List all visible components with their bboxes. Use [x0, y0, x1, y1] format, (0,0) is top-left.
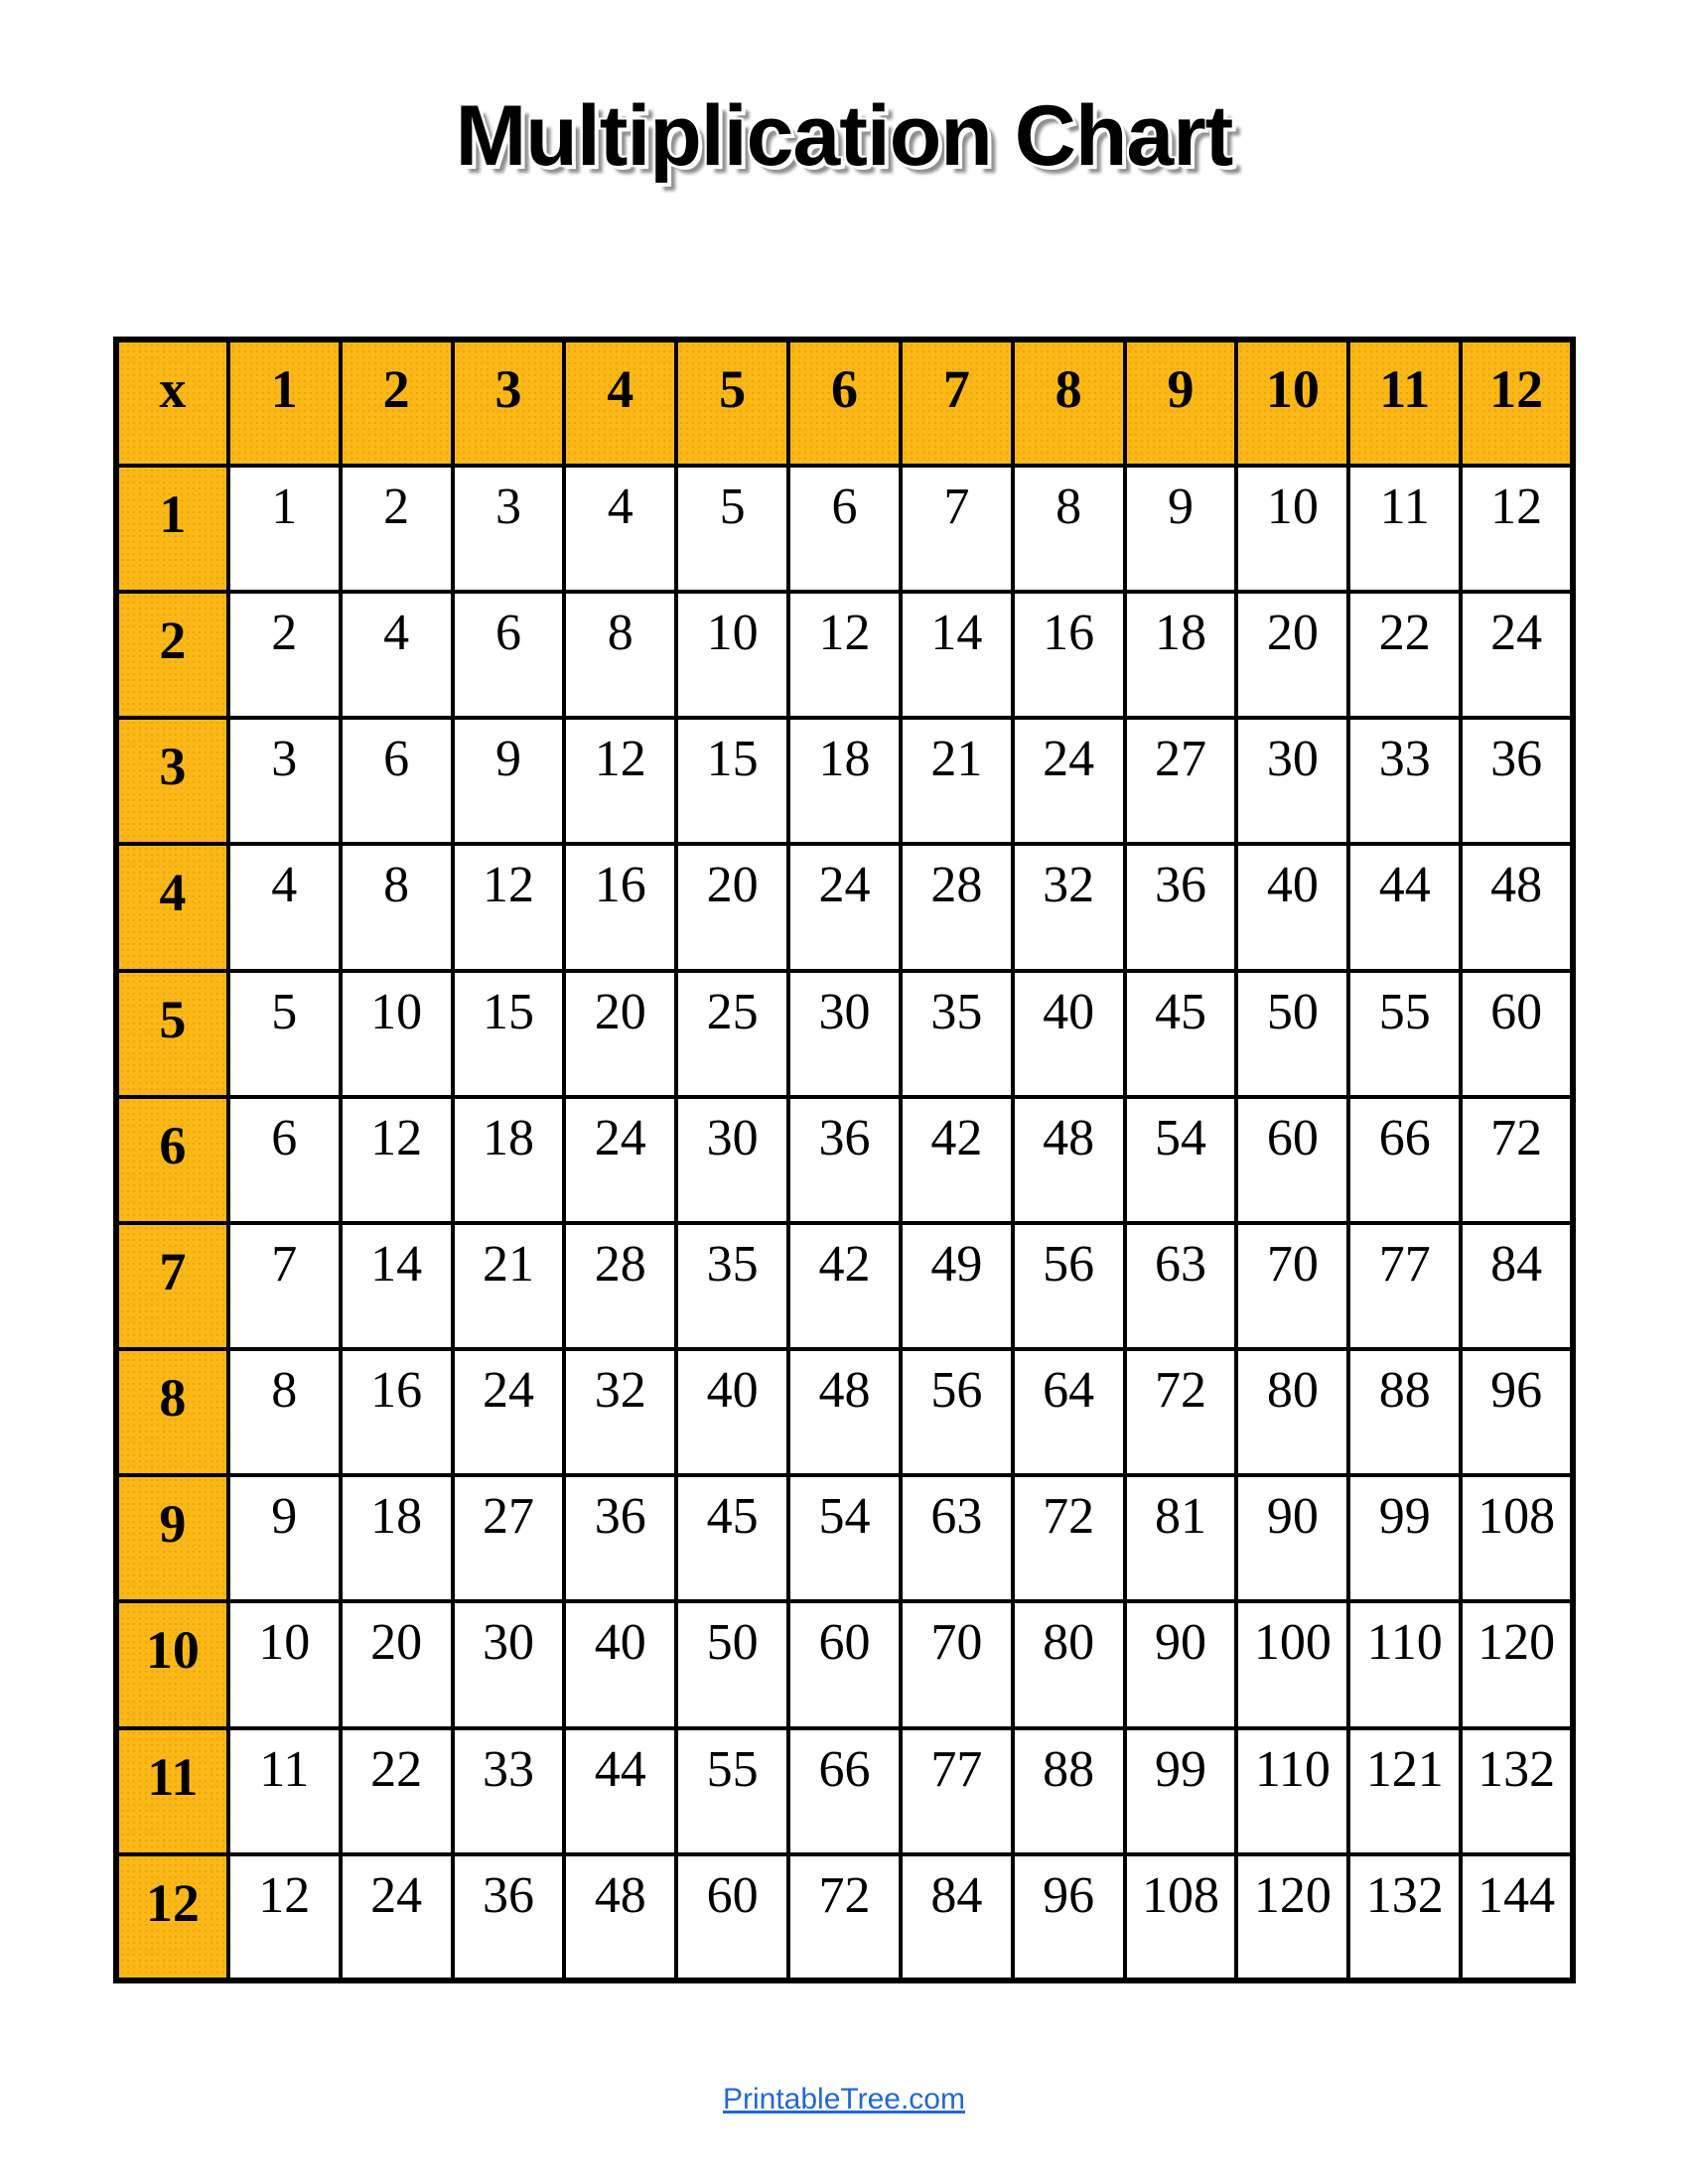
- table-row: [116, 1475, 1573, 1601]
- product-cell: 24: [341, 1854, 453, 1980]
- product-cell: 24: [564, 1097, 676, 1223]
- product-cell: 72: [1461, 1097, 1573, 1223]
- product-cell: 32: [1013, 844, 1125, 970]
- product-cell: 36: [1461, 718, 1573, 844]
- row-header-cell: 12: [116, 1854, 228, 1980]
- product-cell: 3: [228, 718, 341, 844]
- product-cell: 30: [676, 1097, 788, 1223]
- column-header-cell: 8: [1013, 340, 1125, 466]
- table-row: [116, 1349, 1573, 1475]
- row-header-cell: 5: [116, 971, 228, 1097]
- printabletree-link[interactable]: PrintableTree.com: [723, 2083, 965, 2116]
- product-cell: 9: [1125, 466, 1237, 592]
- product-cell: 22: [1348, 592, 1461, 718]
- product-cell: 44: [564, 1728, 676, 1854]
- product-cell: 3: [453, 466, 565, 592]
- table-row: [116, 592, 1573, 718]
- product-cell: 84: [1461, 1223, 1573, 1349]
- product-cell: 108: [1125, 1854, 1237, 1980]
- product-cell: 99: [1348, 1475, 1461, 1601]
- product-cell: 24: [453, 1349, 565, 1475]
- product-cell: 12: [1461, 466, 1573, 592]
- table-row: [116, 1854, 1573, 1980]
- product-cell: 64: [1013, 1349, 1125, 1475]
- product-cell: 40: [1013, 971, 1125, 1097]
- table-row: [116, 466, 1573, 592]
- product-cell: 81: [1125, 1475, 1237, 1601]
- footer: [0, 2082, 1688, 2117]
- table-row: [116, 1097, 1573, 1223]
- product-cell: 55: [1348, 971, 1461, 1097]
- row-header-cell: 10: [116, 1601, 228, 1727]
- product-cell: 44: [1348, 844, 1461, 970]
- product-cell: 56: [1013, 1223, 1125, 1349]
- product-cell: 12: [788, 592, 901, 718]
- product-cell: 12: [341, 1097, 453, 1223]
- product-cell: 35: [676, 1223, 788, 1349]
- corner-cell: x: [116, 340, 228, 466]
- product-cell: 18: [341, 1475, 453, 1601]
- product-cell: 8: [1013, 466, 1125, 592]
- product-cell: 6: [228, 1097, 341, 1223]
- product-cell: 14: [901, 592, 1013, 718]
- product-cell: 72: [788, 1854, 901, 1980]
- product-cell: 27: [1125, 718, 1237, 844]
- product-cell: 66: [1348, 1097, 1461, 1223]
- product-cell: 144: [1461, 1854, 1573, 1980]
- table-row: [116, 1223, 1573, 1349]
- product-cell: 4: [228, 844, 341, 970]
- product-cell: 8: [341, 844, 453, 970]
- product-cell: 15: [676, 718, 788, 844]
- product-cell: 16: [564, 844, 676, 970]
- column-header-cell: 12: [1461, 340, 1573, 466]
- product-cell: 20: [564, 971, 676, 1097]
- column-header-cell: 6: [788, 340, 901, 466]
- product-cell: 36: [564, 1475, 676, 1601]
- product-cell: 6: [341, 718, 453, 844]
- product-cell: 33: [1348, 718, 1461, 844]
- product-cell: 10: [676, 592, 788, 718]
- product-cell: 60: [788, 1601, 901, 1727]
- product-cell: 2: [228, 592, 341, 718]
- product-cell: 30: [453, 1601, 565, 1727]
- product-cell: 4: [564, 466, 676, 592]
- product-cell: 21: [901, 718, 1013, 844]
- product-cell: 11: [1348, 466, 1461, 592]
- column-header-cell: 10: [1236, 340, 1348, 466]
- product-cell: 80: [1013, 1601, 1125, 1727]
- column-header-cell: 3: [453, 340, 565, 466]
- product-cell: 77: [1348, 1223, 1461, 1349]
- product-cell: 36: [453, 1854, 565, 1980]
- product-cell: 14: [341, 1223, 453, 1349]
- product-cell: 7: [901, 466, 1013, 592]
- product-cell: 20: [676, 844, 788, 970]
- product-cell: 2: [341, 466, 453, 592]
- product-cell: 24: [1013, 718, 1125, 844]
- product-cell: 40: [1236, 844, 1348, 970]
- product-cell: 5: [676, 466, 788, 592]
- multiplication-table: [113, 337, 1576, 1983]
- product-cell: 24: [1461, 592, 1573, 718]
- row-header-cell: 3: [116, 718, 228, 844]
- product-cell: 15: [453, 971, 565, 1097]
- table-row: [116, 1601, 1573, 1727]
- product-cell: 72: [1125, 1349, 1237, 1475]
- product-cell: 9: [228, 1475, 341, 1601]
- product-cell: 50: [1236, 971, 1348, 1097]
- product-cell: 32: [564, 1349, 676, 1475]
- product-cell: 18: [1125, 592, 1237, 718]
- product-cell: 28: [564, 1223, 676, 1349]
- product-cell: 90: [1125, 1601, 1237, 1727]
- product-cell: 12: [564, 718, 676, 844]
- product-cell: 120: [1236, 1854, 1348, 1980]
- product-cell: 96: [1013, 1854, 1125, 1980]
- product-cell: 45: [1125, 971, 1237, 1097]
- product-cell: 8: [564, 592, 676, 718]
- product-cell: 8: [228, 1349, 341, 1475]
- product-cell: 10: [341, 971, 453, 1097]
- column-header-cell: 9: [1125, 340, 1237, 466]
- product-cell: 6: [788, 466, 901, 592]
- product-cell: 56: [901, 1349, 1013, 1475]
- product-cell: 35: [901, 971, 1013, 1097]
- product-cell: 18: [453, 1097, 565, 1223]
- product-cell: 11: [228, 1728, 341, 1854]
- product-cell: 24: [788, 844, 901, 970]
- product-cell: 54: [1125, 1097, 1237, 1223]
- product-cell: 70: [901, 1601, 1013, 1727]
- product-cell: 100: [1236, 1601, 1348, 1727]
- product-cell: 20: [341, 1601, 453, 1727]
- product-cell: 6: [453, 592, 565, 718]
- product-cell: 5: [228, 971, 341, 1097]
- product-cell: 22: [341, 1728, 453, 1854]
- product-cell: 66: [788, 1728, 901, 1854]
- page-title: Multiplication Chart: [455, 88, 1233, 184]
- product-cell: 60: [1461, 971, 1573, 1097]
- product-cell: 33: [453, 1728, 565, 1854]
- product-cell: 110: [1236, 1728, 1348, 1854]
- product-cell: 72: [1013, 1475, 1125, 1601]
- product-cell: 49: [901, 1223, 1013, 1349]
- product-cell: 30: [1236, 718, 1348, 844]
- row-header-cell: 8: [116, 1349, 228, 1475]
- row-header-cell: 11: [116, 1728, 228, 1854]
- row-header-cell: 4: [116, 844, 228, 970]
- product-cell: 108: [1461, 1475, 1573, 1601]
- product-cell: 40: [564, 1601, 676, 1727]
- product-cell: 40: [676, 1349, 788, 1475]
- product-cell: 16: [1013, 592, 1125, 718]
- product-cell: 88: [1348, 1349, 1461, 1475]
- row-header-cell: 7: [116, 1223, 228, 1349]
- product-cell: 9: [453, 718, 565, 844]
- product-cell: 110: [1348, 1601, 1461, 1727]
- table-body: [116, 466, 1573, 1980]
- product-cell: 60: [1236, 1097, 1348, 1223]
- product-cell: 88: [1013, 1728, 1125, 1854]
- product-cell: 63: [901, 1475, 1013, 1601]
- product-cell: 36: [1125, 844, 1237, 970]
- product-cell: 120: [1461, 1601, 1573, 1727]
- row-header-cell: 9: [116, 1475, 228, 1601]
- product-cell: 54: [788, 1475, 901, 1601]
- product-cell: 55: [676, 1728, 788, 1854]
- product-cell: 132: [1348, 1854, 1461, 1980]
- product-cell: 77: [901, 1728, 1013, 1854]
- product-cell: 96: [1461, 1349, 1573, 1475]
- row-header-cell: 6: [116, 1097, 228, 1223]
- product-cell: 30: [788, 971, 901, 1097]
- column-header-cell: 11: [1348, 340, 1461, 466]
- product-cell: 4: [341, 592, 453, 718]
- product-cell: 27: [453, 1475, 565, 1601]
- product-cell: 18: [788, 718, 901, 844]
- product-cell: 25: [676, 971, 788, 1097]
- row-header-cell: 1: [116, 466, 228, 592]
- column-header-cell: 1: [228, 340, 341, 466]
- table-row: [116, 718, 1573, 844]
- row-header-cell: 2: [116, 592, 228, 718]
- column-header-cell: 7: [901, 340, 1013, 466]
- product-cell: 7: [228, 1223, 341, 1349]
- product-cell: 99: [1125, 1728, 1237, 1854]
- product-cell: 50: [676, 1601, 788, 1727]
- product-cell: 132: [1461, 1728, 1573, 1854]
- table-row: [116, 844, 1573, 970]
- product-cell: 48: [788, 1349, 901, 1475]
- column-header-cell: 4: [564, 340, 676, 466]
- product-cell: 10: [1236, 466, 1348, 592]
- product-cell: 16: [341, 1349, 453, 1475]
- header-row: [116, 340, 1573, 466]
- table-row: [116, 1728, 1573, 1854]
- product-cell: 36: [788, 1097, 901, 1223]
- product-cell: 80: [1236, 1349, 1348, 1475]
- product-cell: 60: [676, 1854, 788, 1980]
- column-header-cell: 2: [341, 340, 453, 466]
- product-cell: 42: [788, 1223, 901, 1349]
- table-row: [116, 971, 1573, 1097]
- product-cell: 70: [1236, 1223, 1348, 1349]
- product-cell: 48: [1461, 844, 1573, 970]
- product-cell: 12: [228, 1854, 341, 1980]
- product-cell: 10: [228, 1601, 341, 1727]
- product-cell: 121: [1348, 1728, 1461, 1854]
- product-cell: 63: [1125, 1223, 1237, 1349]
- product-cell: 42: [901, 1097, 1013, 1223]
- product-cell: 45: [676, 1475, 788, 1601]
- product-cell: 1: [228, 466, 341, 592]
- product-cell: 48: [1013, 1097, 1125, 1223]
- column-header-cell: 5: [676, 340, 788, 466]
- product-cell: 21: [453, 1223, 565, 1349]
- product-cell: 90: [1236, 1475, 1348, 1601]
- product-cell: 28: [901, 844, 1013, 970]
- product-cell: 12: [453, 844, 565, 970]
- product-cell: 48: [564, 1854, 676, 1980]
- product-cell: 20: [1236, 592, 1348, 718]
- product-cell: 84: [901, 1854, 1013, 1980]
